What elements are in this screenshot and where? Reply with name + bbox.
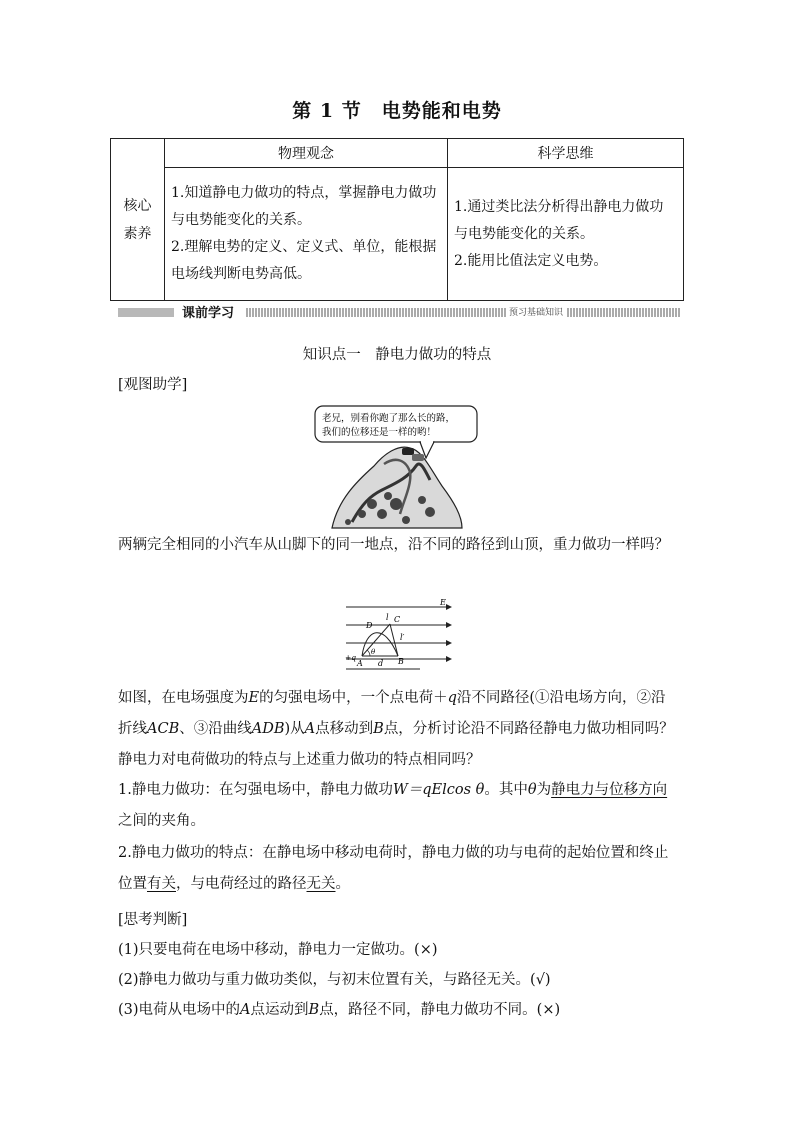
judge-item-3: (3)电荷从电场中的A点运动到B点，路径不同，静电力做功不同。(×) xyxy=(118,1002,561,1018)
scientific-thinking-item-2: 2.能用比值法定义电势。 xyxy=(454,252,608,269)
core-literacy-label xyxy=(111,139,165,301)
scientific-thinking-cell xyxy=(448,168,684,301)
answer-blank-2: 有关 xyxy=(147,876,176,892)
answer-blank-3: 无关 xyxy=(306,876,336,892)
label-e: E xyxy=(440,598,446,607)
car-top-2 xyxy=(412,454,424,461)
label-q: +q xyxy=(345,653,357,662)
car-top-1 xyxy=(402,448,414,455)
cartoon-caption-line-2: 我们的位移还是一样的哟！ xyxy=(322,427,437,438)
scientific-thinking-header: 科学思维 xyxy=(448,139,684,168)
point-2-work-characteristics: 2.静电力做功的特点：在静电场中移动电荷时，静电力做的功与电荷的起始位置和终止位置有关，与电荷经过的路径无关。 xyxy=(118,845,669,892)
judge-item-2: (2)静电力做功与重力做功类似，与初末位置有关，与路径无关。(√) xyxy=(118,972,551,988)
side-label-line-1: 核心 xyxy=(123,197,152,214)
question-electric-work: 如图，在电场强度为E的匀强电场中，一个点电荷＋q沿不同路径(①沿电场方向，②沿折线ACB、③沿曲线ADB)从A点移动到B点，分析讨论沿不同路径静电力做功相同吗？静电力对电荷做功的特点与上述重力做功的特点相同吗？ xyxy=(118,690,674,768)
point-1-static-force-work: 1.静电力做功：在匀强电场中，静电力做功W＝qElcos θ。其中θ为静电力与位移方向之间的夹角。 xyxy=(118,782,668,829)
label-l: l xyxy=(386,613,389,622)
question-gravity-work xyxy=(118,530,678,561)
question-gravity-text: 两辆完全相同的小汽车从山脚下的同一地点，沿不同的路径到山顶，重力做功一样吗？ xyxy=(118,537,669,553)
angle-arc xyxy=(367,650,370,656)
scientific-thinking-item-1: 1.通过类比法分析得出静电力做功与电势能变化的关系。 xyxy=(454,198,664,242)
physics-concept-item-2: 2.理解电势的定义、定义式、单位，能根据电场线判断电势高低。 xyxy=(171,239,437,282)
path-cb xyxy=(390,624,398,656)
mountain-cars-cartoon xyxy=(312,404,480,530)
answer-blank-1: 静电力与位移方向 xyxy=(551,782,668,798)
section-banner xyxy=(118,305,680,319)
physics-concept-header: 物理观念 xyxy=(165,139,448,168)
label-c: C xyxy=(394,615,401,624)
side-label-line-2: 素养 xyxy=(123,225,152,242)
label-b: B xyxy=(398,657,404,666)
cartoon-caption-line-1: 老兄，别看你跑了那么长的路， xyxy=(322,413,456,424)
label-theta: θ xyxy=(371,648,376,656)
label-l-prime: l′ xyxy=(400,633,405,642)
label-d-distance: d xyxy=(378,659,384,668)
banner-right-label: 预习基础知识 xyxy=(506,305,566,318)
label-a: A xyxy=(357,659,363,668)
page-title: 第 1 节 电势能和电势 xyxy=(292,100,502,122)
guide-heading: [观图助学] xyxy=(118,377,188,393)
physics-concept-item-1: 1.知道静电力做功的特点，掌握静电力做功与电势能变化的关系。 xyxy=(171,185,437,228)
section-title: 知识点一 静电力做功的特点 xyxy=(302,347,492,363)
core-literacy-table xyxy=(110,138,684,301)
electric-field-diagram xyxy=(340,598,452,674)
banner-stripe xyxy=(246,308,680,317)
banner-label: 课前学习 xyxy=(182,306,235,321)
field-arrowheads xyxy=(446,604,452,662)
banner-solid-block xyxy=(118,308,174,317)
work-formula: W＝qElcos θ xyxy=(392,782,485,798)
judge-heading: [思考判断] xyxy=(118,912,188,928)
judge-item-1: (1)只要电荷在电场中移动，静电力一定做功。(×) xyxy=(118,942,438,958)
physics-concept-cell xyxy=(165,168,448,301)
label-d: D xyxy=(366,621,373,630)
